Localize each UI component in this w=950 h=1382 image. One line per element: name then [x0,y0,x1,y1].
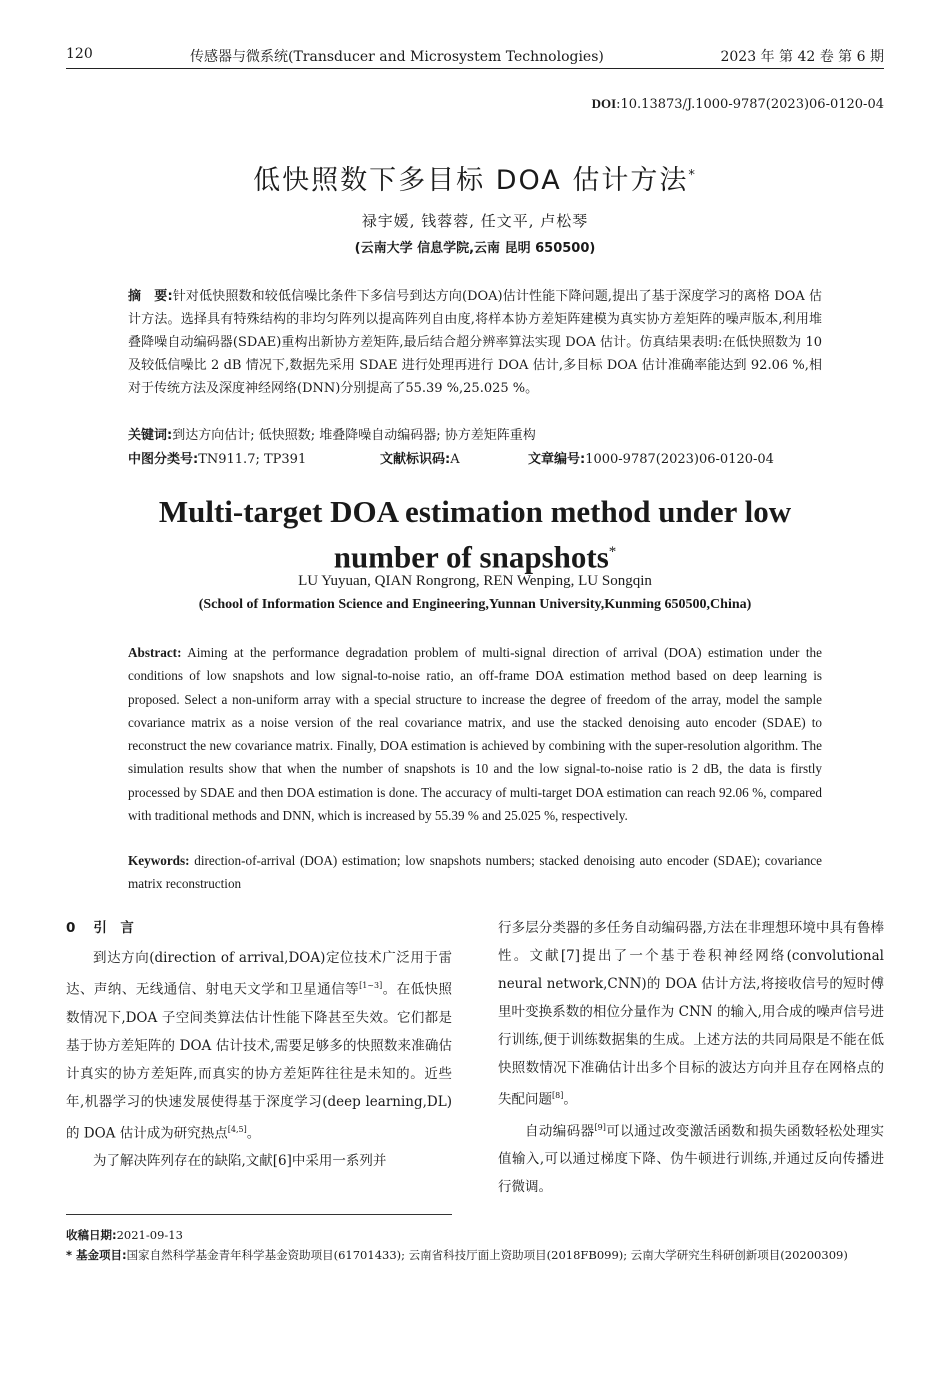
abstract-text: 针对低快照数和较低信噪比条件下多信号到达方向(DOA)估计性能下降问题,提出了基于深度学习的离格 DOA 估计方法。选择具有特殊结构的非均匀阵列以提高阵列自由度,将样本协方差矩阵建模为真实协方差矩阵的噪声版本,利用堆叠降噪自动编码器(SDAE)重构出新协方差矩阵,最后结合超分辨率算法实现 DOA 估计。仿真结果表明:在低快照数为 10 及较低信噪比 2 dB 情况下,数据先采用 SDAE 进行处理再进行 DOA 估计,多目标 DOA 估计准确率能达到 92.06 %,相对于传统方法及深度神经网络(DNN)分别提高了55.39 %,25.025 %。 [128,289,822,396]
text-run: 可以通过改变激活函数和损失函数轻松处理实值输入,可以通过梯度下降、伪牛顿进行训练,并通过反向传播进行微调。 [498,1123,884,1195]
english-title-line-2 [0,532,950,577]
text-run: 。 [246,1125,261,1141]
english-title-line-2-text: number of snapshots [333,539,609,575]
english-title-line-1: Multi-target DOA estimation method under low [158,494,792,529]
section-number: 0 [66,920,76,936]
english-keywords-text: direction-of-arrival (DOA) estimation; low snapshots numbers; stacked denoising auto encoder (SDAE); covariance matrix reconstruction [128,853,823,891]
chinese-title-text: 低快照数下多目标 DOA 估计方法 [253,165,689,196]
doi-line [592,96,884,112]
clc-code [128,448,306,467]
english-affiliation: (School of Information Science and Engineering,Yunnan University,Kunming 650500,China) [198,597,752,612]
chinese-abstract [128,285,822,400]
intro-paragraph-2-continued [498,914,884,1114]
journal-name: 传感器与微系统(Transducer and Microsystem Technologies) [190,49,604,65]
citation: [8] [552,1091,564,1100]
abstract-label: 摘 要: [128,289,173,304]
english-authors: LU Yuyuan, QIAN Rongrong, REN Wenping, LU Songqin [298,573,652,589]
citation: [4,5] [227,1124,247,1134]
english-abstract-label: Abstract: [128,645,182,660]
page-number: 120 [66,46,93,62]
article-no-label: 文章编号: [528,452,586,467]
received-date [66,1226,884,1245]
keywords-text: 到达方向估计; 低快照数; 堆叠降噪自动编码器; 协方差矩阵重构 [172,428,536,443]
text-run: 自动编码器 [525,1123,595,1139]
section-title: 引 言 [93,920,134,936]
doc-code-value: A [450,452,460,467]
document-code [380,448,460,467]
chinese-keywords [128,424,822,443]
clc-value: TN911.7; TP391 [198,452,307,467]
section-heading [66,914,452,942]
intro-paragraph-3 [498,1114,884,1202]
doi-value: :10.13873/J.1000-9787(2023)06-0120-04 [616,97,884,112]
fund-note [66,1246,884,1265]
doi-label: DOI [591,96,617,111]
english-title [0,492,950,577]
running-header [66,46,884,69]
english-abstract [128,641,822,827]
english-keywords [128,849,822,895]
doc-code-label: 文献标识码: [380,452,451,467]
english-abstract-text: Aiming at the performance degradation problem of multi-signal direction of arrival (DOA) estimation under the conditions of low snapshots and low signal-to-noise ratio, an off-frame DOA estimation method based on deep learning is proposed. Select a non-uniform array with a special structure to increase the degree of freedom of the array, model the sample covariance matrix as a noise version of the real covariance matrix, and use the stacked denoising auto encoder (SDAE) to reconstruct the new covariance matrix. Finally, DOA estimation is achieved by combining with the super-resolution algorithm. The simulation results show that when the number of snapshots is 10 and the low signal-to-noise ratio is 2 dB, the data is firstly processed by SDAE and then DOA estimation is done. The accuracy of multi-target DOA estimation can reach 92.06 %, compared with traditional methods and DNN, which is increased by 55.39 % and 25.025 %, respectively. [128,645,822,824]
keywords-label: 关键词: [128,428,173,443]
english-keywords-label: Keywords: [128,853,190,868]
citation: [1~3] [359,981,383,990]
received-value: 2021-09-13 [116,1228,183,1242]
article-number [528,448,774,467]
classification-line [128,448,822,468]
chinese-affiliation: (云南大学 信息学院,云南 昆明 650500) [354,241,596,256]
text-run: 行多层分类器的多任务自动编码器,方法在非理想环境中具有鲁棒性。文献[7]提出了一个基于卷积神经网络(convolutional neural network,CNN)的 DOA 估计方法,将接收信号的短时傅里叶变换系数的相位分量作为 CNN 的输入,用合成的噪声信号进行训练,便于训练数据集的生成。上述方法的共同局限是不能在低快照数情况下准确估计出多个目标的波达方向并且存在网格点的失配问题 [498,920,884,1108]
left-column [66,914,452,1175]
intro-paragraph-1 [66,944,452,1147]
text-run: 。在低快照数情况下,DOA 子空间类算法估计性能下降甚至失效。它们都是基于协方差矩阵的 DOA 估计技术,需要足够多的快照数来准确估计真实的协方差矩阵,而真实的协方差矩阵往往是未知的。近些年,机器学习的快速发展使得基于深度学习(deep learning,DL)的 DOA 估计成为研究热点 [66,981,453,1141]
clc-label: 中图分类号: [128,452,199,467]
chinese-authors: 禄宇媛, 钱蓉蓉, 任文平, 卢松琴 [361,212,589,230]
english-title-mark: * [608,544,617,560]
received-label: 收稿日期: [66,1228,117,1242]
fund-label: * 基金项目: [66,1248,127,1262]
fund-value: 国家自然科学基金青年科学基金资助项目(61701433); 云南省科技厅面上资助项目(2018FB099); 云南大学研究生科研创新项目(20200309) [126,1248,848,1262]
text-run: 。 [563,1091,577,1108]
footnote-rule [66,1214,452,1215]
article-no-value: 1000-9787(2023)06-0120-04 [585,452,774,467]
text-run: 到达方向(direction of arrival,DOA)定位技术广泛用于雷达、声纳、无线通信、射电天文学和卫星通信等 [66,950,452,998]
issue-info: 2023 年 第 42 卷 第 6 期 [720,49,884,65]
chinese-title [0,158,950,197]
intro-paragraph-2: 为了解决阵列存在的缺陷,文献[6]中采用一系列并 [93,1153,387,1169]
title-footnote-mark: * [688,168,697,183]
right-column [498,914,884,1201]
citation: [9] [594,1122,606,1132]
